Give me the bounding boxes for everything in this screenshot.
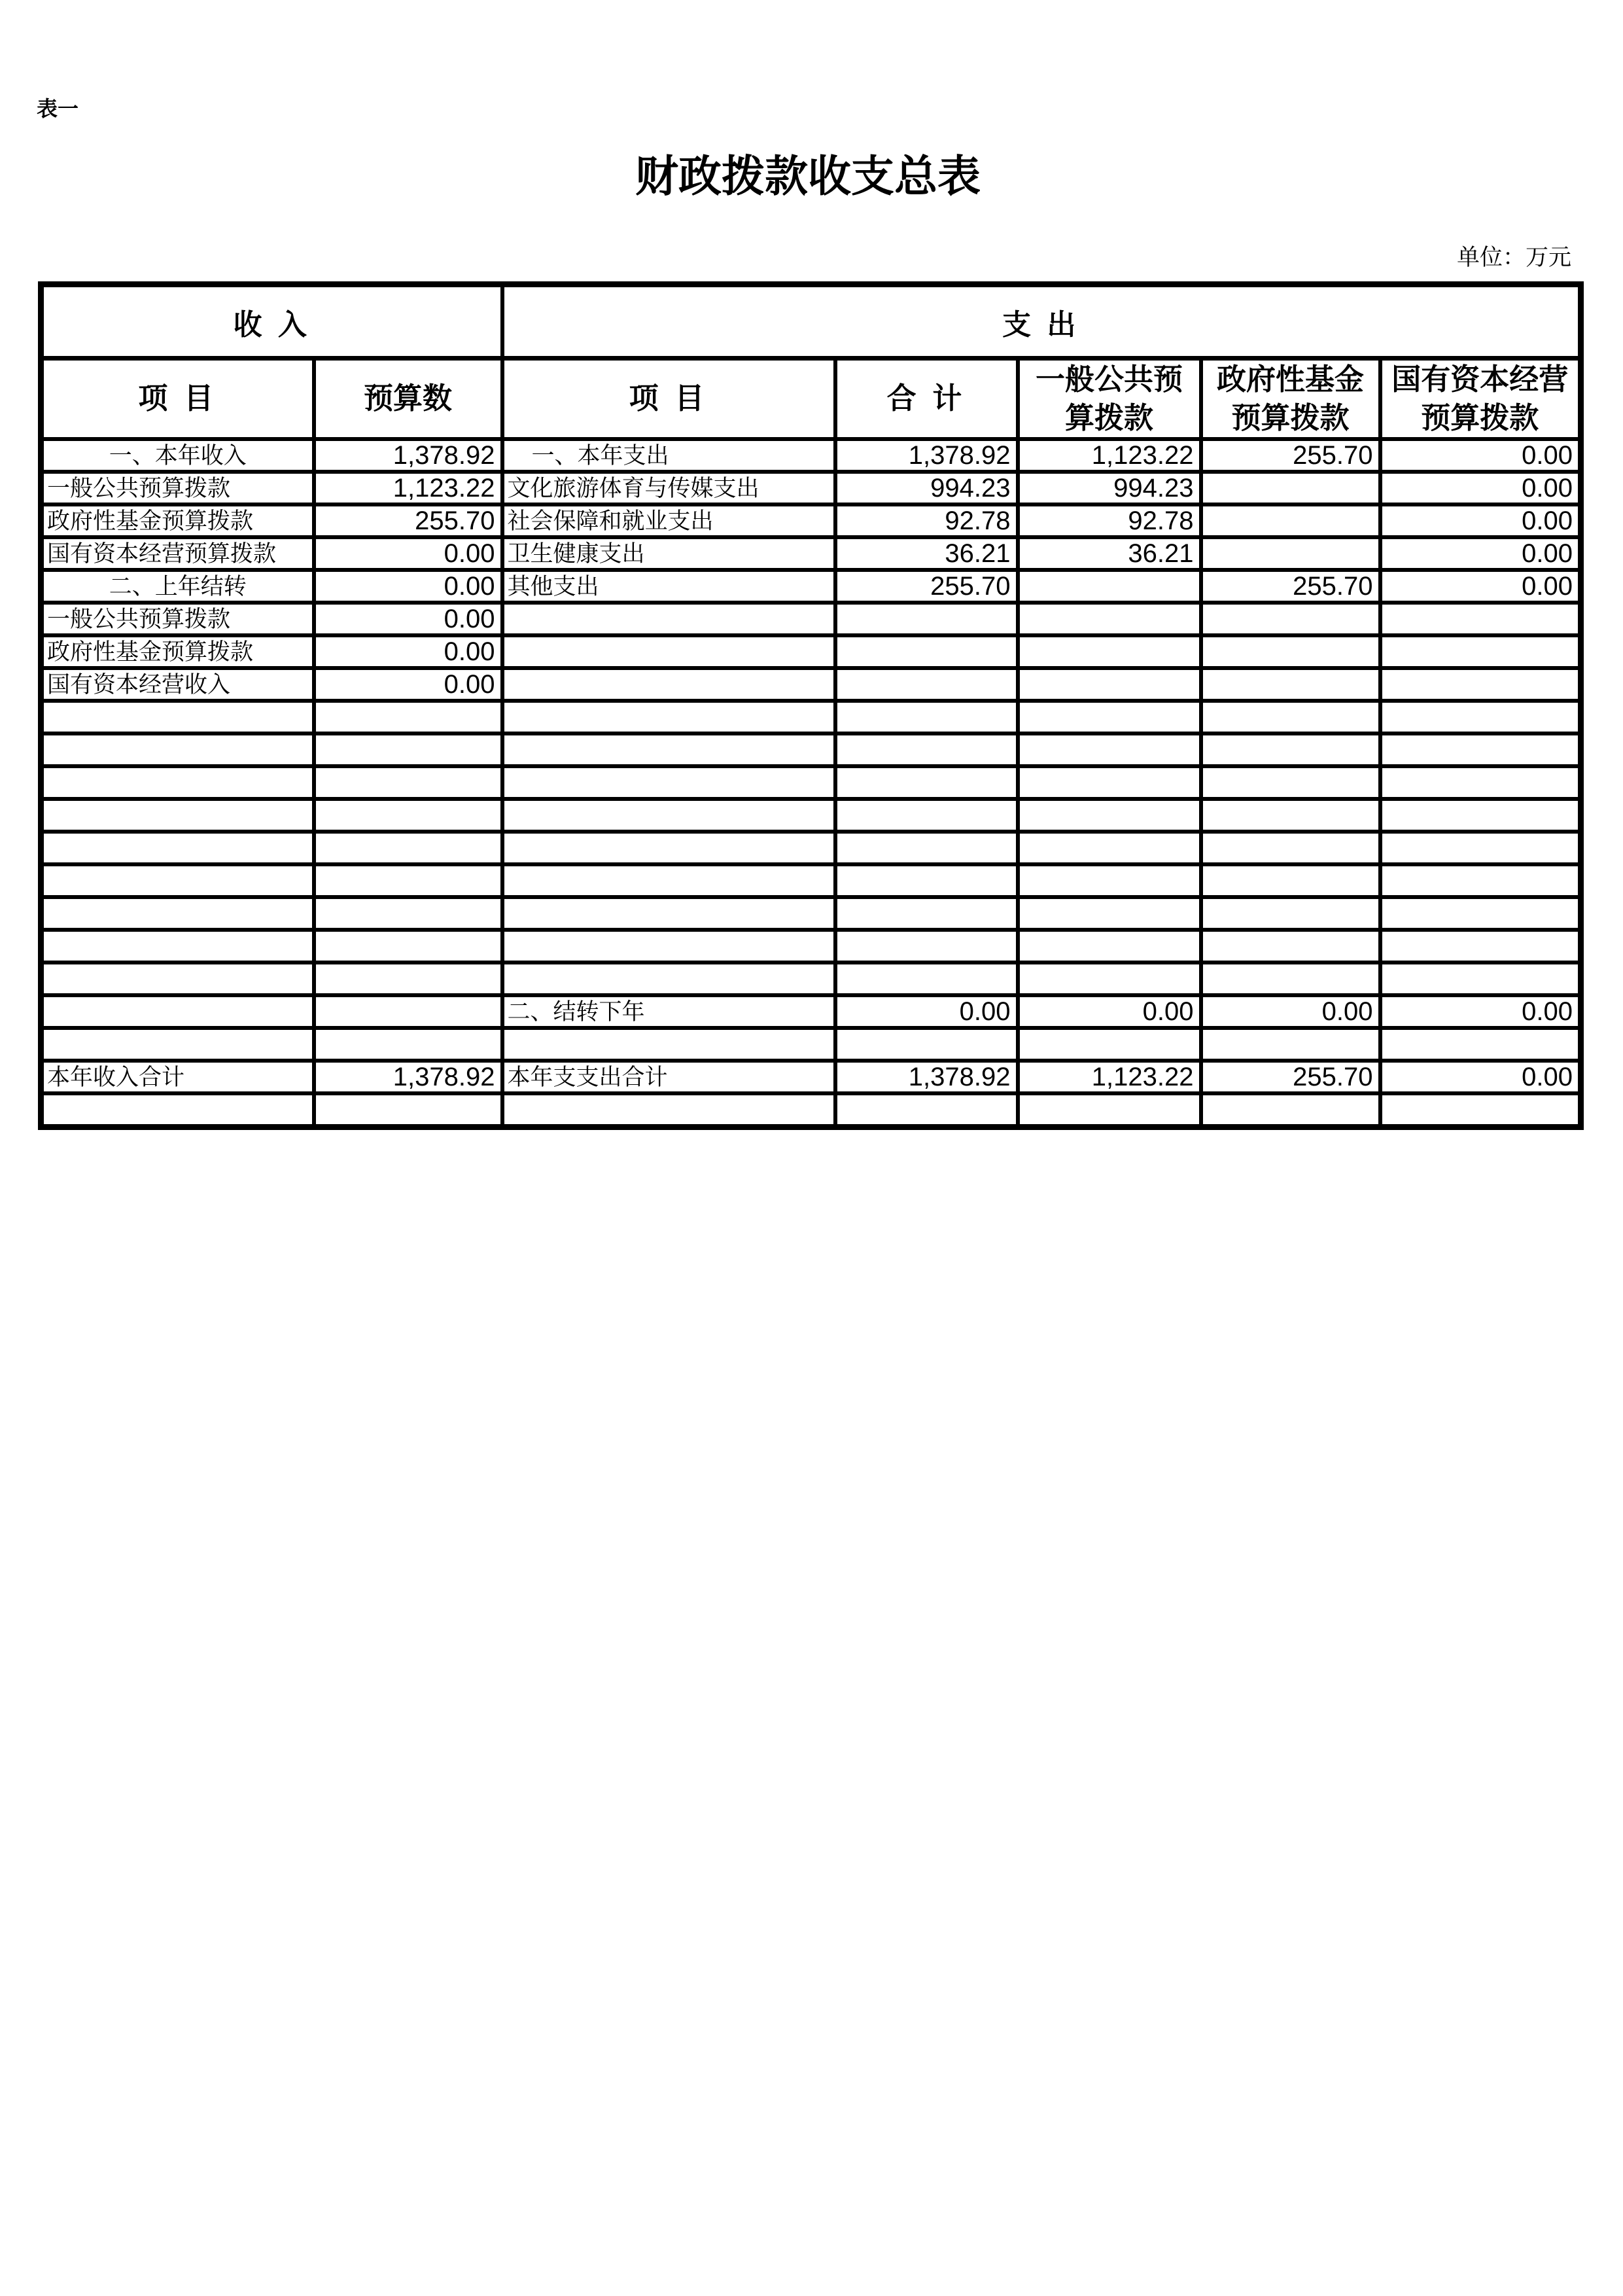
table-cell bbox=[41, 1028, 314, 1061]
table-cell: 政府性基金预算拨款 bbox=[41, 504, 314, 537]
table-cell bbox=[314, 832, 502, 864]
table-row bbox=[41, 864, 1581, 897]
table-cell: 36.21 bbox=[1018, 537, 1201, 570]
table-cell: 国有资本经营收入 bbox=[41, 668, 314, 701]
table-cell bbox=[1380, 733, 1581, 766]
table-cell bbox=[1018, 799, 1201, 832]
table-cell: 社会保障和就业支出 bbox=[502, 504, 835, 537]
table-cell: 255.70 bbox=[314, 504, 502, 537]
table-cell: 一般公共预算拨款 bbox=[41, 472, 314, 504]
unit-note: 单位：万元 bbox=[1456, 245, 1571, 270]
table-cell: 255.70 bbox=[1201, 439, 1380, 472]
table-cell: 0.00 bbox=[314, 603, 502, 635]
table-cell bbox=[1201, 799, 1380, 832]
table-cell bbox=[502, 832, 835, 864]
table-cell: 本年收入合计 bbox=[41, 1061, 314, 1093]
table-cell: 一、本年支出 bbox=[502, 439, 835, 472]
table-cell bbox=[1201, 766, 1380, 799]
table-cell bbox=[314, 733, 502, 766]
table-cell: 文化旅游体育与传媒支出 bbox=[502, 472, 835, 504]
table-cell bbox=[41, 766, 314, 799]
table-cell: 卫生健康支出 bbox=[502, 537, 835, 570]
table-cell bbox=[502, 864, 835, 897]
table-cell: 1,123.22 bbox=[314, 472, 502, 504]
table-cell bbox=[502, 766, 835, 799]
table-cell bbox=[835, 864, 1018, 897]
table-cell bbox=[1201, 635, 1380, 668]
table-row bbox=[41, 733, 1581, 766]
column-header-income-item: 项目 bbox=[41, 359, 314, 440]
column-header-government-fund-budget: 政府性基金预算拨款 bbox=[1201, 359, 1380, 440]
table-cell bbox=[835, 668, 1018, 701]
page-title: 财政拨款收支总表 bbox=[635, 153, 981, 201]
table-cell bbox=[41, 930, 314, 963]
table-cell: 二、上年结转 bbox=[41, 570, 314, 603]
table-cell bbox=[835, 799, 1018, 832]
table-row bbox=[41, 570, 1581, 603]
table-cell bbox=[1380, 897, 1581, 930]
table-cell bbox=[314, 799, 502, 832]
table-cell: 本年支支出合计 bbox=[502, 1061, 835, 1093]
table-cell: 92.78 bbox=[835, 504, 1018, 537]
table-cell bbox=[1380, 799, 1581, 832]
table-row bbox=[41, 701, 1581, 733]
income-group-header: 收入 bbox=[41, 285, 502, 359]
table-cell bbox=[1018, 1093, 1201, 1127]
table-cell bbox=[502, 963, 835, 995]
table-cell: 0.00 bbox=[314, 537, 502, 570]
table-cell bbox=[502, 1093, 835, 1127]
table-cell bbox=[1201, 701, 1380, 733]
table-cell bbox=[314, 963, 502, 995]
table-cell: 36.21 bbox=[835, 537, 1018, 570]
table-cell bbox=[835, 1028, 1018, 1061]
table-cell bbox=[41, 897, 314, 930]
table-cell: 一般公共预算拨款 bbox=[41, 603, 314, 635]
table-row bbox=[41, 635, 1581, 668]
table-cell bbox=[502, 799, 835, 832]
table-cell bbox=[314, 864, 502, 897]
table-cell bbox=[835, 930, 1018, 963]
table-cell: 0.00 bbox=[1380, 439, 1581, 472]
table-cell: 0.00 bbox=[314, 668, 502, 701]
table-cell: 994.23 bbox=[835, 472, 1018, 504]
table-cell bbox=[835, 963, 1018, 995]
table-cell: 0.00 bbox=[1380, 504, 1581, 537]
table-cell: 0.00 bbox=[1201, 995, 1380, 1028]
table-cell bbox=[1018, 930, 1201, 963]
table-cell bbox=[1018, 766, 1201, 799]
table-cell bbox=[1018, 864, 1201, 897]
table-cell bbox=[502, 897, 835, 930]
table-row bbox=[41, 897, 1581, 930]
table-cell bbox=[502, 701, 835, 733]
table-cell: 0.00 bbox=[1380, 472, 1581, 504]
table-cell: 1,378.92 bbox=[314, 1061, 502, 1093]
table-cell: 一、本年收入 bbox=[41, 439, 314, 472]
table-row bbox=[41, 1093, 1581, 1127]
table-cell bbox=[1018, 897, 1201, 930]
table-cell bbox=[41, 1093, 314, 1127]
table-row bbox=[41, 995, 1581, 1028]
table-cell: 92.78 bbox=[1018, 504, 1201, 537]
table-cell bbox=[1380, 603, 1581, 635]
table-cell: 其他支出 bbox=[502, 570, 835, 603]
table-cell bbox=[835, 1093, 1018, 1127]
table-cell bbox=[835, 897, 1018, 930]
table-cell bbox=[1380, 1028, 1581, 1061]
table-body bbox=[41, 439, 1581, 1127]
table-row bbox=[41, 472, 1581, 504]
table-cell bbox=[1018, 733, 1201, 766]
table-cell bbox=[1201, 930, 1380, 963]
table-cell bbox=[1018, 832, 1201, 864]
table-row bbox=[41, 963, 1581, 995]
table-cell bbox=[41, 963, 314, 995]
table-cell bbox=[1201, 733, 1380, 766]
table-cell bbox=[1380, 668, 1581, 701]
table-cell: 0.00 bbox=[1380, 537, 1581, 570]
table-cell bbox=[41, 733, 314, 766]
table-cell: 255.70 bbox=[1201, 570, 1380, 603]
table-cell bbox=[41, 701, 314, 733]
table-row bbox=[41, 439, 1581, 472]
table-cell bbox=[1380, 832, 1581, 864]
expense-group-header: 支出 bbox=[502, 285, 1581, 359]
table-cell bbox=[1380, 1093, 1581, 1127]
table-cell bbox=[835, 603, 1018, 635]
column-header-general-public-budget: 一般公共预算拨款 bbox=[1018, 359, 1201, 440]
table-cell bbox=[1380, 930, 1581, 963]
table-cell bbox=[1201, 864, 1380, 897]
table-cell bbox=[41, 832, 314, 864]
table-cell bbox=[835, 635, 1018, 668]
table-row bbox=[41, 930, 1581, 963]
table-row bbox=[41, 832, 1581, 864]
table-cell bbox=[835, 832, 1018, 864]
table-cell: 国有资本经营预算拨款 bbox=[41, 537, 314, 570]
table-cell: 994.23 bbox=[1018, 472, 1201, 504]
table-cell: 0.00 bbox=[1380, 995, 1581, 1028]
table-cell bbox=[1201, 537, 1380, 570]
table-row bbox=[41, 603, 1581, 635]
table-cell bbox=[1380, 963, 1581, 995]
table-cell bbox=[1201, 668, 1380, 701]
table-cell bbox=[1018, 570, 1201, 603]
column-header-state-capital-budget: 国有资本经营预算拨款 bbox=[1380, 359, 1581, 440]
table-cell: 255.70 bbox=[1201, 1061, 1380, 1093]
table-cell bbox=[314, 1028, 502, 1061]
table-cell bbox=[314, 701, 502, 733]
table-cell bbox=[1380, 864, 1581, 897]
table-cell: 1,378.92 bbox=[835, 1061, 1018, 1093]
table-cell bbox=[502, 668, 835, 701]
table-cell bbox=[835, 766, 1018, 799]
table-cell bbox=[1201, 472, 1380, 504]
table-cell: 0.00 bbox=[314, 570, 502, 603]
column-header-row bbox=[41, 359, 1581, 440]
table-row bbox=[41, 1028, 1581, 1061]
table-cell bbox=[41, 995, 314, 1028]
column-header-expense-item: 项目 bbox=[502, 359, 835, 440]
table-cell bbox=[1201, 1093, 1380, 1127]
table-cell: 0.00 bbox=[835, 995, 1018, 1028]
table-cell bbox=[314, 897, 502, 930]
table-cell bbox=[1018, 603, 1201, 635]
table-cell bbox=[502, 635, 835, 668]
table-cell bbox=[314, 930, 502, 963]
column-header-budget-amount: 预算数 bbox=[314, 359, 502, 440]
table-cell: 1,123.22 bbox=[1018, 1061, 1201, 1093]
table-cell bbox=[1380, 635, 1581, 668]
table-cell bbox=[502, 733, 835, 766]
table-row bbox=[41, 766, 1581, 799]
table-cell: 0.00 bbox=[1380, 1061, 1581, 1093]
table-cell bbox=[1201, 1028, 1380, 1061]
table-cell bbox=[835, 733, 1018, 766]
table-cell bbox=[1201, 504, 1380, 537]
table-cell: 1,378.92 bbox=[314, 439, 502, 472]
table-cell bbox=[502, 1028, 835, 1061]
table-row bbox=[41, 799, 1581, 832]
group-header-row bbox=[41, 285, 1581, 359]
table-cell: 政府性基金预算拨款 bbox=[41, 635, 314, 668]
table-cell bbox=[314, 1093, 502, 1127]
table-cell bbox=[41, 799, 314, 832]
table-cell bbox=[1018, 701, 1201, 733]
table-cell bbox=[1018, 635, 1201, 668]
table-cell: 二、结转下年 bbox=[502, 995, 835, 1028]
table-cell: 0.00 bbox=[1018, 995, 1201, 1028]
table-cell bbox=[502, 930, 835, 963]
table-label: 表一 bbox=[37, 97, 79, 120]
table-row bbox=[41, 504, 1581, 537]
table-cell bbox=[41, 864, 314, 897]
table-cell bbox=[1380, 766, 1581, 799]
table-cell bbox=[1380, 701, 1581, 733]
table-cell bbox=[502, 603, 835, 635]
table-cell bbox=[314, 995, 502, 1028]
table-cell bbox=[1201, 603, 1380, 635]
table-cell: 255.70 bbox=[835, 570, 1018, 603]
table-cell bbox=[1201, 832, 1380, 864]
table-cell: 0.00 bbox=[1380, 570, 1581, 603]
table-row bbox=[41, 668, 1581, 701]
table-row bbox=[41, 537, 1581, 570]
table-cell: 0.00 bbox=[314, 635, 502, 668]
table-cell bbox=[1201, 963, 1380, 995]
table-cell bbox=[1018, 668, 1201, 701]
table-cell: 1,123.22 bbox=[1018, 439, 1201, 472]
table-row bbox=[41, 1061, 1581, 1093]
budget-summary-table bbox=[38, 281, 1584, 1130]
table-cell: 1,378.92 bbox=[835, 439, 1018, 472]
table-cell bbox=[835, 701, 1018, 733]
table-cell bbox=[1018, 963, 1201, 995]
column-header-total: 合计 bbox=[835, 359, 1018, 440]
table-cell bbox=[1018, 1028, 1201, 1061]
table-cell bbox=[314, 766, 502, 799]
table-cell bbox=[1201, 897, 1380, 930]
